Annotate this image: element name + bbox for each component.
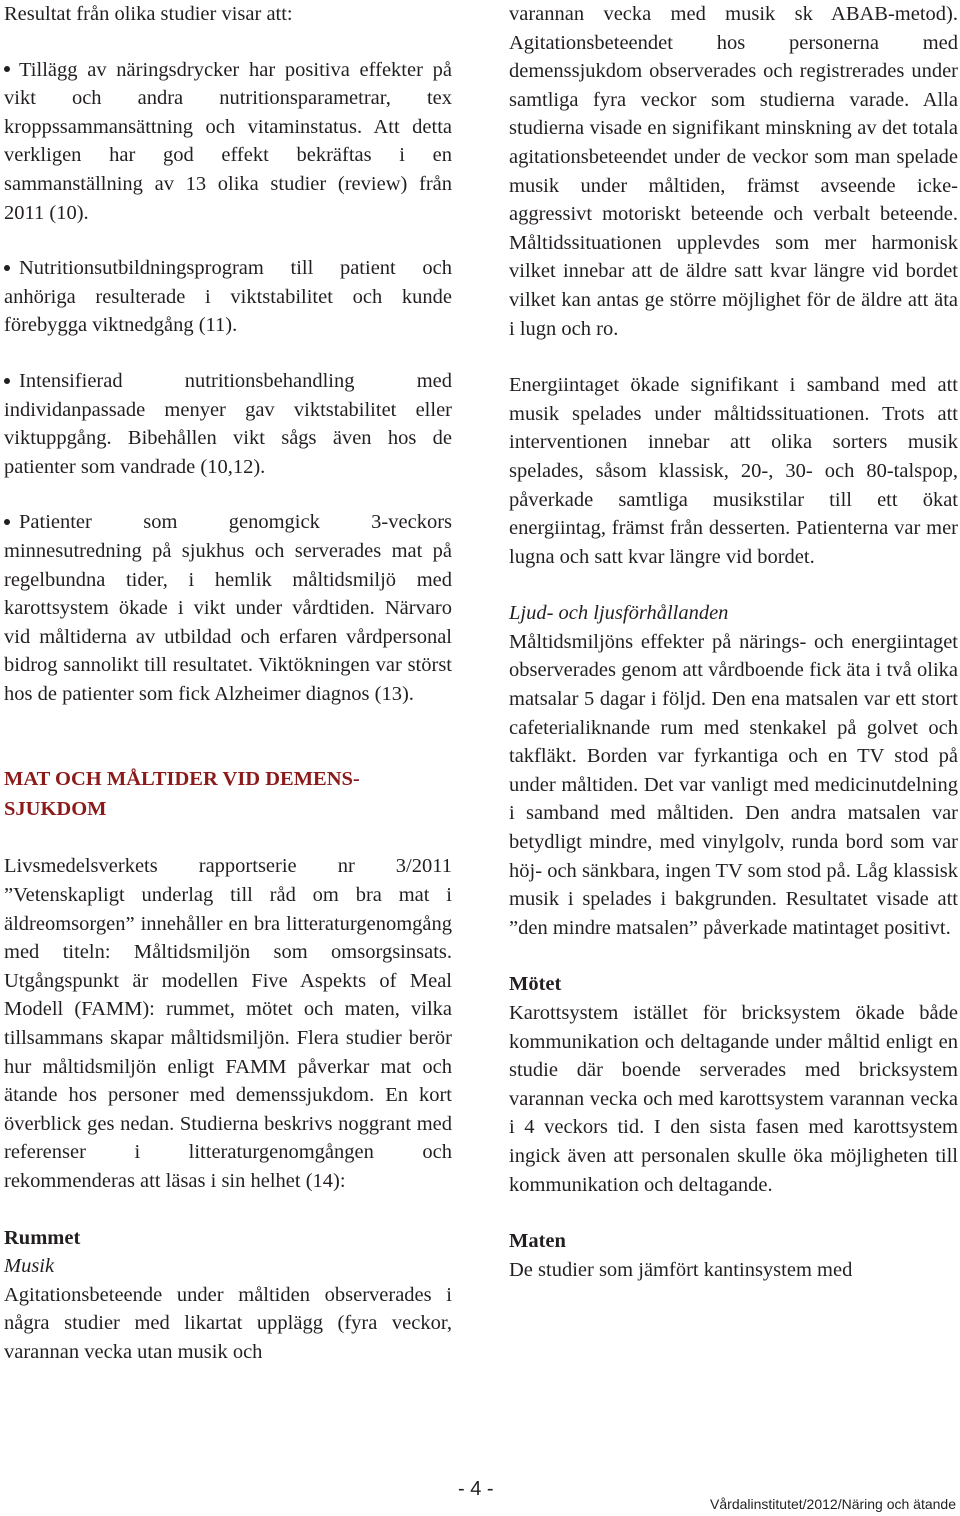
bullet-icon [4, 265, 10, 271]
subheading-motet: Mötet [509, 973, 562, 996]
intro-text: Resultat från olika studier visar att: [4, 3, 293, 25]
maten-paragraph: De studier som jämfört kantinsystem med [509, 1258, 853, 1281]
ljud-paragraph: Måltidsmiljöns effekter på närings- och energiintaget observerades genom att vårdboende fick äta i två olika matsalar 5 dagar i följd. Den ena matsalen var ett stort cafeterialiknande rum med stenkakel på golvet och takfläkt. Borden var fyrkantiga och en TV stod på under måltiden. Det var vanligt med medicinutdelning i samband med måltiden. Den andra matsalen var betydligt mindre, med vinylgolv, runda bord som var höj- och sänkbara, ingen TV som stod på. Låg klassisk musik i spelades i bakgrunden. Resultatet visade att ”den mindre matsalen” påverkade matintaget positivt. [509, 630, 958, 939]
right-column [509, 0, 958, 1284]
musik-paragraph-cont: varannan vecka med musik sk ABAB-metod). Agitationsbeteendet hos personerna med demenssjukdom observerades och registrerades under samtliga fyra veckor som studierna varade. Alla studierna visade en signifikant minskning av det totala agitationsbeteendet under de veckor som man spelade musik under måltiden, främst avseende icke-aggressivt motoriskt beteende och verbalt beteende. Måltidssituationen upplevdes som mer harmonisk vilket innebar att de äldre satt kvar längre vid bordet vilket kan antas ge större möjlighet för de äldre att äta i lugn och ro. [509, 3, 958, 340]
subheading-rummet: Rummet [4, 1226, 81, 1249]
footer-source: Vårdalinstitutet/2012/Näring och ätande [710, 1496, 956, 1512]
musik-paragraph: Agitationsbeteende under måltiden observerades i några studier med likartat upplägg (fyra veckor, varannan vecka utan musik och [4, 1283, 452, 1363]
subheading-musik: Musik [4, 1255, 55, 1278]
motet-paragraph: Karottsystem istället för bricksystem ökade både kommunikation och deltagande under måltid enligt en studie där boende serverades med bricksystem varannan vecka och med karottsystem varannan vecka i 4 veckors tid. I den sista fasen med karottsystem ingick även att personalen skulle öka möjligheten till kommunikation och deltagande. [509, 1002, 958, 1196]
bullet-icon [4, 66, 10, 72]
section-heading: MAT OCH MÅLTIDER VID DEMENS-SJUKDOM [4, 768, 360, 821]
body-paragraph: Livsmedelsverkets rapportserie nr 3/2011 ”Vetenskapligt underlag till råd om bra mat i äldreomsorgen” innehåller en bra litteraturgenomgång med titeln: Måltidsmiljön som omsorgsinsats. Utgångspunkt är modellen Five Aspekts of Meal Modell (FAMM): rummet, mötet och maten, vilka tillsammans skapar måltidsmiljön. Flera studier berör hur måltidsmiljön enligt FAMM påverkar mat och ätande hos personer med demenssjukdom. En kort överblick ges nedan. Studierna beskrivs noggrant med referenser i litteraturgenomgången och rekommenderas att läsas i sin helhet (14): [4, 855, 452, 1192]
bullet-icon [4, 519, 10, 525]
subheading-maten: Maten [509, 1230, 566, 1253]
energi-paragraph: Energiintaget ökade signifikant i samband med att musik spelades under måltidssituationen. Trots att interventionen innebar att olika sorters musik spelades, såsom klassisk, 20-, 30- och 80-talspop, påverkade samtliga musikstilar till ett ökat energiintag, främst från desserten. Patienterna var mer lugna och satt kvar längre vid bordet. [509, 374, 958, 568]
left-column [4, 0, 452, 1367]
bullet-item: Intensifierad nutritionsbehandling med individanpassade menyer gav viktstabilitet eller viktuppgång. Bibehållen vikt sågs även hos de patienter som vandrade (10,12). [4, 369, 452, 478]
page-number: - 4 - [458, 1478, 494, 1500]
bullet-icon [4, 378, 10, 384]
bullet-item: Patienter som genomgick 3-veckors minnesutredning på sjukhus och serverades mat på regelbundna tider, i hemlik måltidsmiljö med karottsystem ökade i vikt under vårdtiden. Närvaro vid måltiderna av utbildad och erfaren vårdpersonal bidrog sannolikt till resultatet. Viktökningen var störst hos de patienter som fick Alzheimer diagnos (13). [4, 511, 452, 705]
bullet-item: Tillägg av näringsdrycker har positiva effekter på vikt och andra nutritionsparametrar, tex kroppssammansättning och vitaminstatus. Att detta verkligen har god effekt bekräftas i en sammanställning av 13 olika studier (review) från 2011 (10). [4, 58, 452, 224]
bullet-item: Nutritionsutbildningsprogram till patient och anhöriga resulterade i viktstabilitet och kunde förebygga viktnedgång (11). [4, 257, 452, 337]
subheading-ljud: Ljud- och ljusförhållanden [509, 602, 729, 625]
